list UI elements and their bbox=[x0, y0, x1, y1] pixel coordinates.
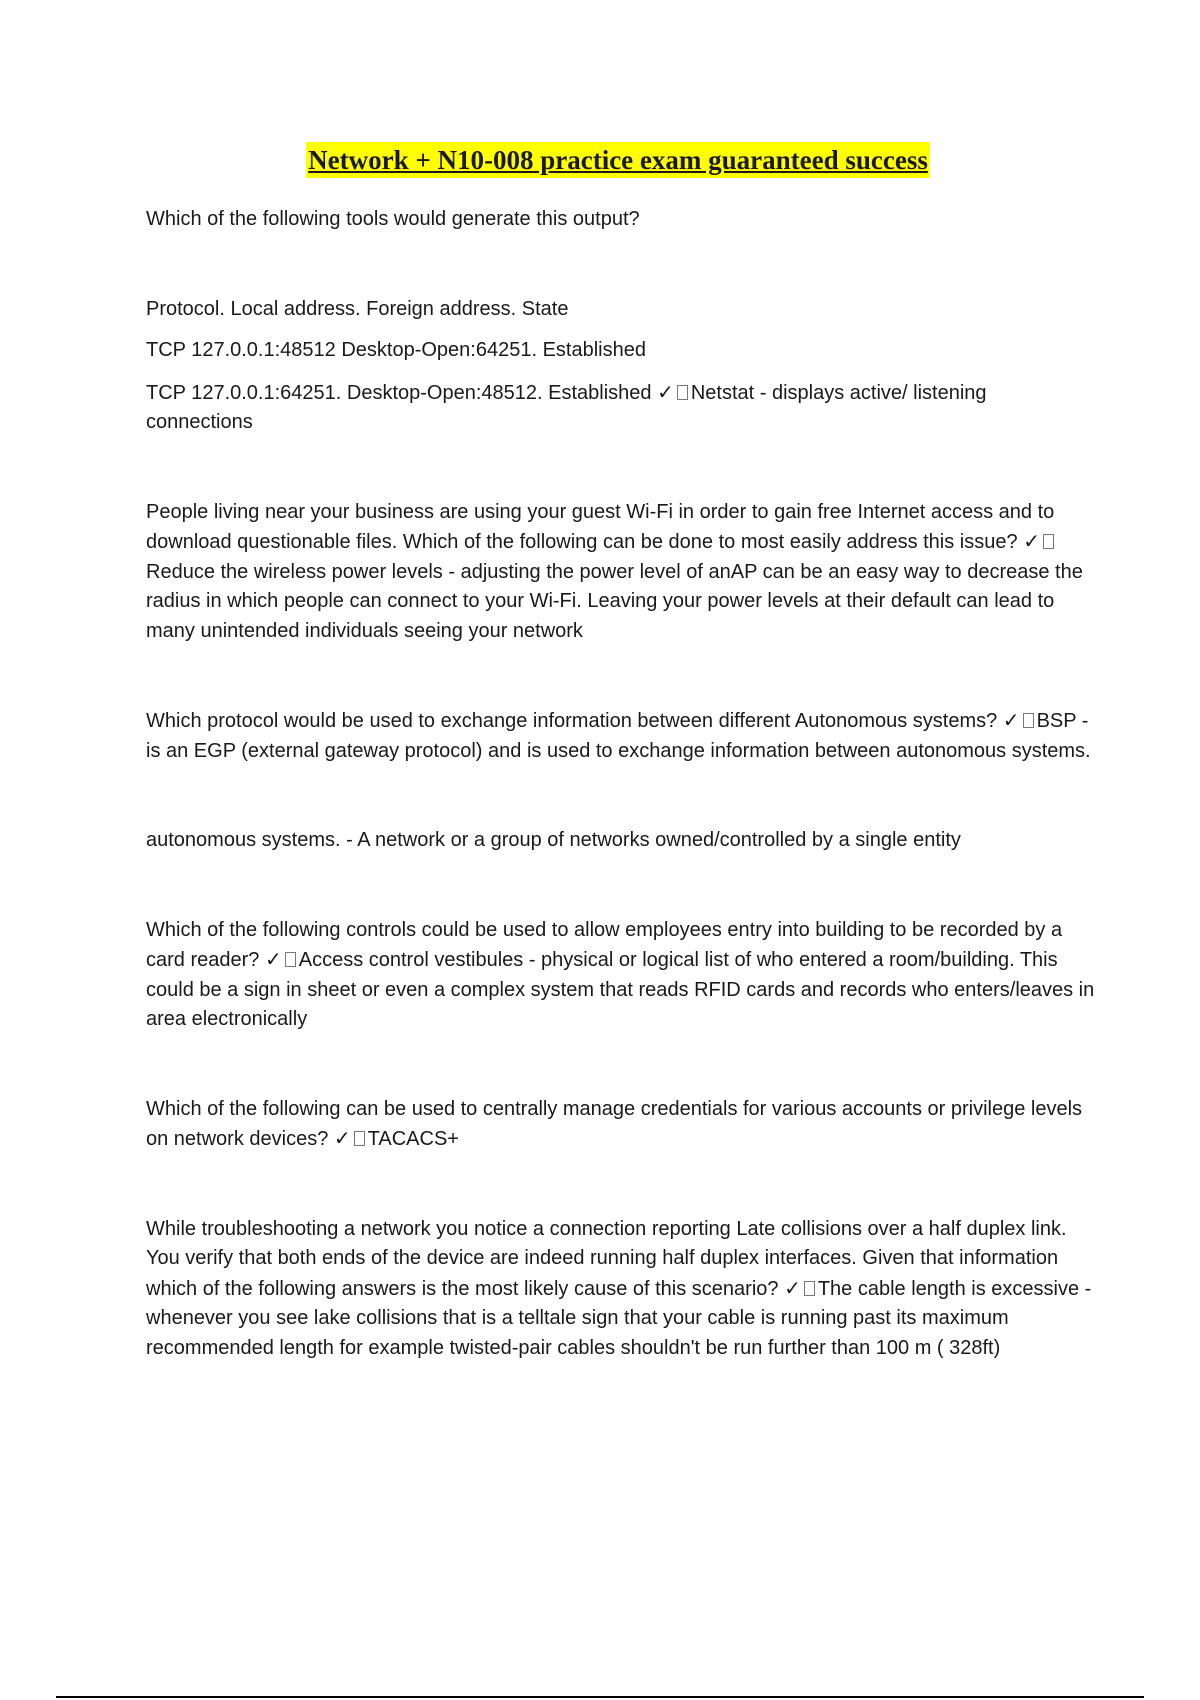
document-title: Network + N10-008 practice exam guaranteed success bbox=[306, 142, 930, 178]
question-answer-paragraph bbox=[146, 916, 1096, 1035]
question-answer-paragraph bbox=[146, 378, 1096, 438]
question-text: Which of the following controls could be used to allow employees entry into building to be recorded by a card reader? bbox=[146, 918, 1063, 971]
title-container bbox=[0, 142, 1200, 178]
question-answer-paragraph bbox=[146, 706, 1096, 766]
question-text: TCP 127.0.0.1:64251. Desktop-Open:48512. Established bbox=[146, 381, 658, 404]
question-text: Which protocol would be used to exchange information between different Autonomous systems? bbox=[146, 710, 1003, 732]
output-header-text: Protocol. Local address. Foreign address. State bbox=[146, 297, 569, 320]
question-text: People living near your business are using your guest Wi-Fi in order to gain free Internet access and to download questionable files. Which of the following can be done to most easily address this issue? bbox=[146, 500, 1055, 553]
answer-text: BSP - is an EGP (external gateway protocol) and is used to exchange information between autonomous systems. bbox=[146, 710, 1091, 762]
question-text: While troubleshooting a network you notice a connection reporting Late collisions over a half duplex link. You verify that both ends of the device are indeed running half duplex interfaces. Given that information which of the following answers is the most likely cause of this scenario? bbox=[146, 1217, 1067, 1300]
question-answer-paragraph bbox=[146, 1095, 1096, 1155]
checkmark-icon: ✓ bbox=[657, 379, 674, 404]
answer-text: Reduce the wireless power levels - adjusting the power level of anAP can be an easy way to decrease the radius in which people can connect to your Wi-Fi. Leaving your power levels at their default can lead to many unintended individuals seeing your network bbox=[146, 560, 1083, 642]
question-paragraph bbox=[146, 205, 1096, 235]
footer-divider bbox=[56, 1696, 1144, 1698]
question-text: Which of the following tools would generate this output? bbox=[146, 208, 640, 230]
question-answer-paragraph bbox=[146, 498, 1096, 647]
checkmark-icon: ✓ bbox=[784, 1275, 801, 1300]
empty-box-icon bbox=[804, 1281, 815, 1296]
answer-text: The cable length is excessive - whenever you see lake collisions that is a telltale sign that your cable is running past its maximum recommended length for example twisted-pair cables shouldn't be run further than 100 m ( 328ft) bbox=[146, 1277, 1092, 1359]
empty-box-icon bbox=[677, 385, 688, 400]
question-text: Which of the following can be used to centrally manage credentials for various accounts or privilege levels on network devices? bbox=[146, 1097, 1083, 1150]
empty-box-icon bbox=[1043, 534, 1054, 549]
answer-text: Netstat - displays active/ listening connections bbox=[146, 381, 987, 433]
checkmark-icon: ✓ bbox=[1023, 529, 1040, 553]
output-row-text: TCP 127.0.0.1:48512 Desktop-Open:64251. Established bbox=[146, 339, 646, 361]
definition-paragraph bbox=[146, 826, 1096, 856]
answer-text: TACACS+ bbox=[367, 1128, 459, 1150]
checkmark-icon: ✓ bbox=[264, 947, 282, 971]
empty-box-icon bbox=[354, 1131, 365, 1146]
document-body bbox=[146, 205, 1096, 1363]
empty-box-icon bbox=[1023, 713, 1034, 728]
question-answer-paragraph bbox=[146, 1215, 1096, 1364]
checkmark-icon: ✓ bbox=[333, 1126, 351, 1150]
checkmark-icon: ✓ bbox=[1002, 708, 1020, 732]
empty-box-icon bbox=[285, 952, 296, 967]
output-line bbox=[146, 336, 1096, 366]
answer-text: Access control vestibules - physical or logical list of who entered a room/building. This could be a sign in sheet or even a complex system that reads RFID cards and records who enters/leaves in area electronically bbox=[146, 949, 1095, 1030]
definition-text: autonomous systems. - A network or a group of networks owned/controlled by a single entity bbox=[146, 829, 961, 851]
output-line bbox=[146, 295, 1096, 325]
